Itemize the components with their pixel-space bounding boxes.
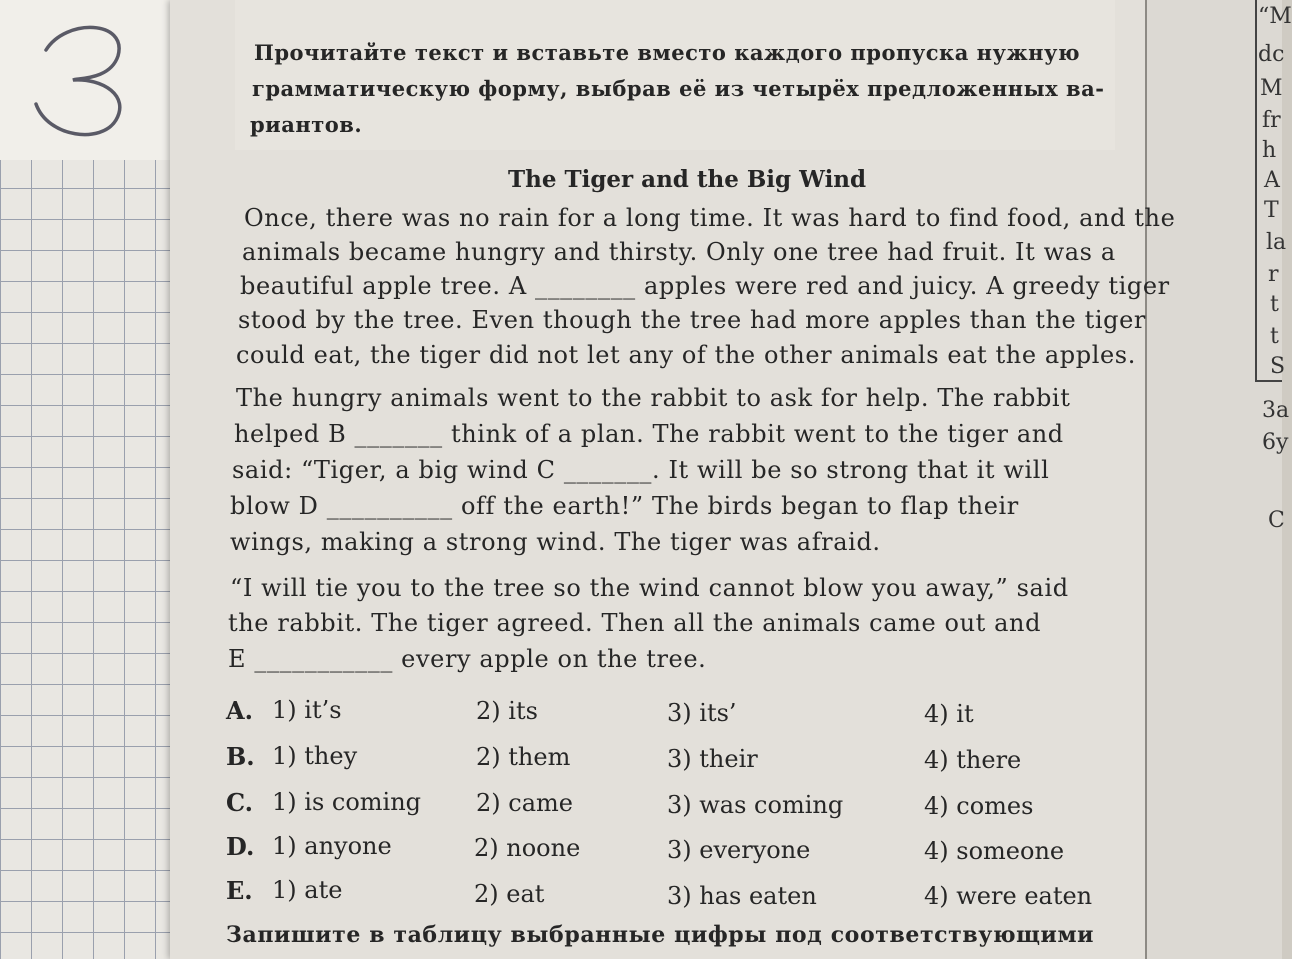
story-line: beautiful apple tree. A ________ apples were red and juicy. A greedy tiger (240, 272, 1170, 300)
adjacent-page-letter: r (1268, 262, 1279, 287)
story-line: Once, there was no rain for a long time. It was hard to find food, and the (244, 204, 1176, 232)
option-choice: 3) has eaten (667, 882, 817, 910)
option-choice: 2) its (476, 697, 538, 725)
story-line: The hungry animals went to the rabbit to ask for help. The rabbit (236, 384, 1071, 412)
option-choice: 4) there (924, 746, 1022, 774)
adjacent-page-letter: la (1266, 230, 1287, 255)
option-choice: 3) their (667, 745, 758, 773)
adjacent-page-letter: h (1262, 138, 1277, 163)
option-letter: D. (226, 832, 255, 861)
adjacent-page-letter: 3a (1262, 398, 1290, 423)
instruction-line-3: риантов. (250, 112, 363, 137)
option-choice: 4) were eaten (924, 882, 1093, 910)
option-letter: C. (226, 788, 254, 817)
adjacent-page-letter: S (1270, 354, 1286, 379)
story-line: stood by the tree. Even though the tree had more apples than the tiger (238, 306, 1146, 334)
adjacent-page-letter: t (1270, 292, 1279, 317)
option-choice: 1) anyone (272, 832, 392, 860)
story-line: wings, making a strong wind. The tiger was afraid. (230, 528, 881, 556)
option-choice: 2) eat (474, 880, 545, 908)
adjacent-page-letter: “M (1258, 4, 1292, 29)
adjacent-page-letter: t (1270, 324, 1279, 349)
option-choice: 4) it (924, 700, 974, 728)
option-choice: 3) everyone (667, 836, 811, 864)
adjacent-page-letter: fr (1262, 108, 1281, 133)
option-letter: E. (226, 876, 253, 905)
adjacent-page-letter: C (1268, 508, 1285, 533)
adjacent-page-letter: dc (1258, 42, 1285, 67)
adjacent-page-letter: T (1264, 198, 1279, 223)
footer-instruction: Запишите в таблицу выбранные цифры под соответствующими (226, 922, 1095, 948)
option-choice: 1) ate (272, 876, 343, 904)
instruction-line-1: Прочитайте текст и вставьте вместо каждого пропуска нужную (254, 40, 1080, 65)
option-choice: 1) it’s (272, 696, 342, 724)
option-choice: 2) came (476, 789, 573, 817)
option-letter: B. (226, 742, 255, 771)
option-choice: 3) was coming (667, 791, 844, 819)
story-title: The Tiger and the Big Wind (508, 166, 867, 193)
option-choice: 2) them (476, 743, 571, 771)
instruction-line-2: грамматическую форму, выбрав её из четырёх предложенных ва- (252, 76, 1105, 101)
story-line: could eat, the tiger did not let any of the other animals eat the apples. (236, 341, 1136, 369)
story-line: helped B _______ think of a plan. The rabbit went to the tiger and (234, 420, 1064, 448)
handwritten-number (18, 8, 158, 148)
option-choice: 4) comes (924, 792, 1034, 820)
option-choice: 4) someone (924, 837, 1065, 865)
story-line: said: “Tiger, a big wind C _______. It will be so strong that it will (232, 456, 1050, 484)
adjacent-page-letter: A (1264, 168, 1280, 193)
option-letter: A. (226, 696, 253, 725)
story-line: animals became hungry and thirsty. Only one tree had fruit. It was a (242, 238, 1116, 266)
story-line: blow D __________ off the earth!” The birds began to flap their (230, 492, 1019, 520)
option-choice: 1) they (272, 742, 358, 770)
story-line: the rabbit. The tiger agreed. Then all the animals came out and (228, 609, 1042, 637)
story-line: “I will tie you to the tree so the wind cannot blow you away,” said (230, 574, 1069, 602)
instruction-card (235, 0, 1115, 150)
option-choice: 2) noone (474, 834, 581, 862)
option-choice: 3) its’ (667, 699, 737, 727)
adjacent-page-letter: M (1260, 76, 1283, 101)
story-line: E ___________ every apple on the tree. (228, 645, 707, 673)
option-choice: 1) is coming (272, 788, 422, 816)
adjacent-page-letter: 6y (1262, 430, 1289, 455)
